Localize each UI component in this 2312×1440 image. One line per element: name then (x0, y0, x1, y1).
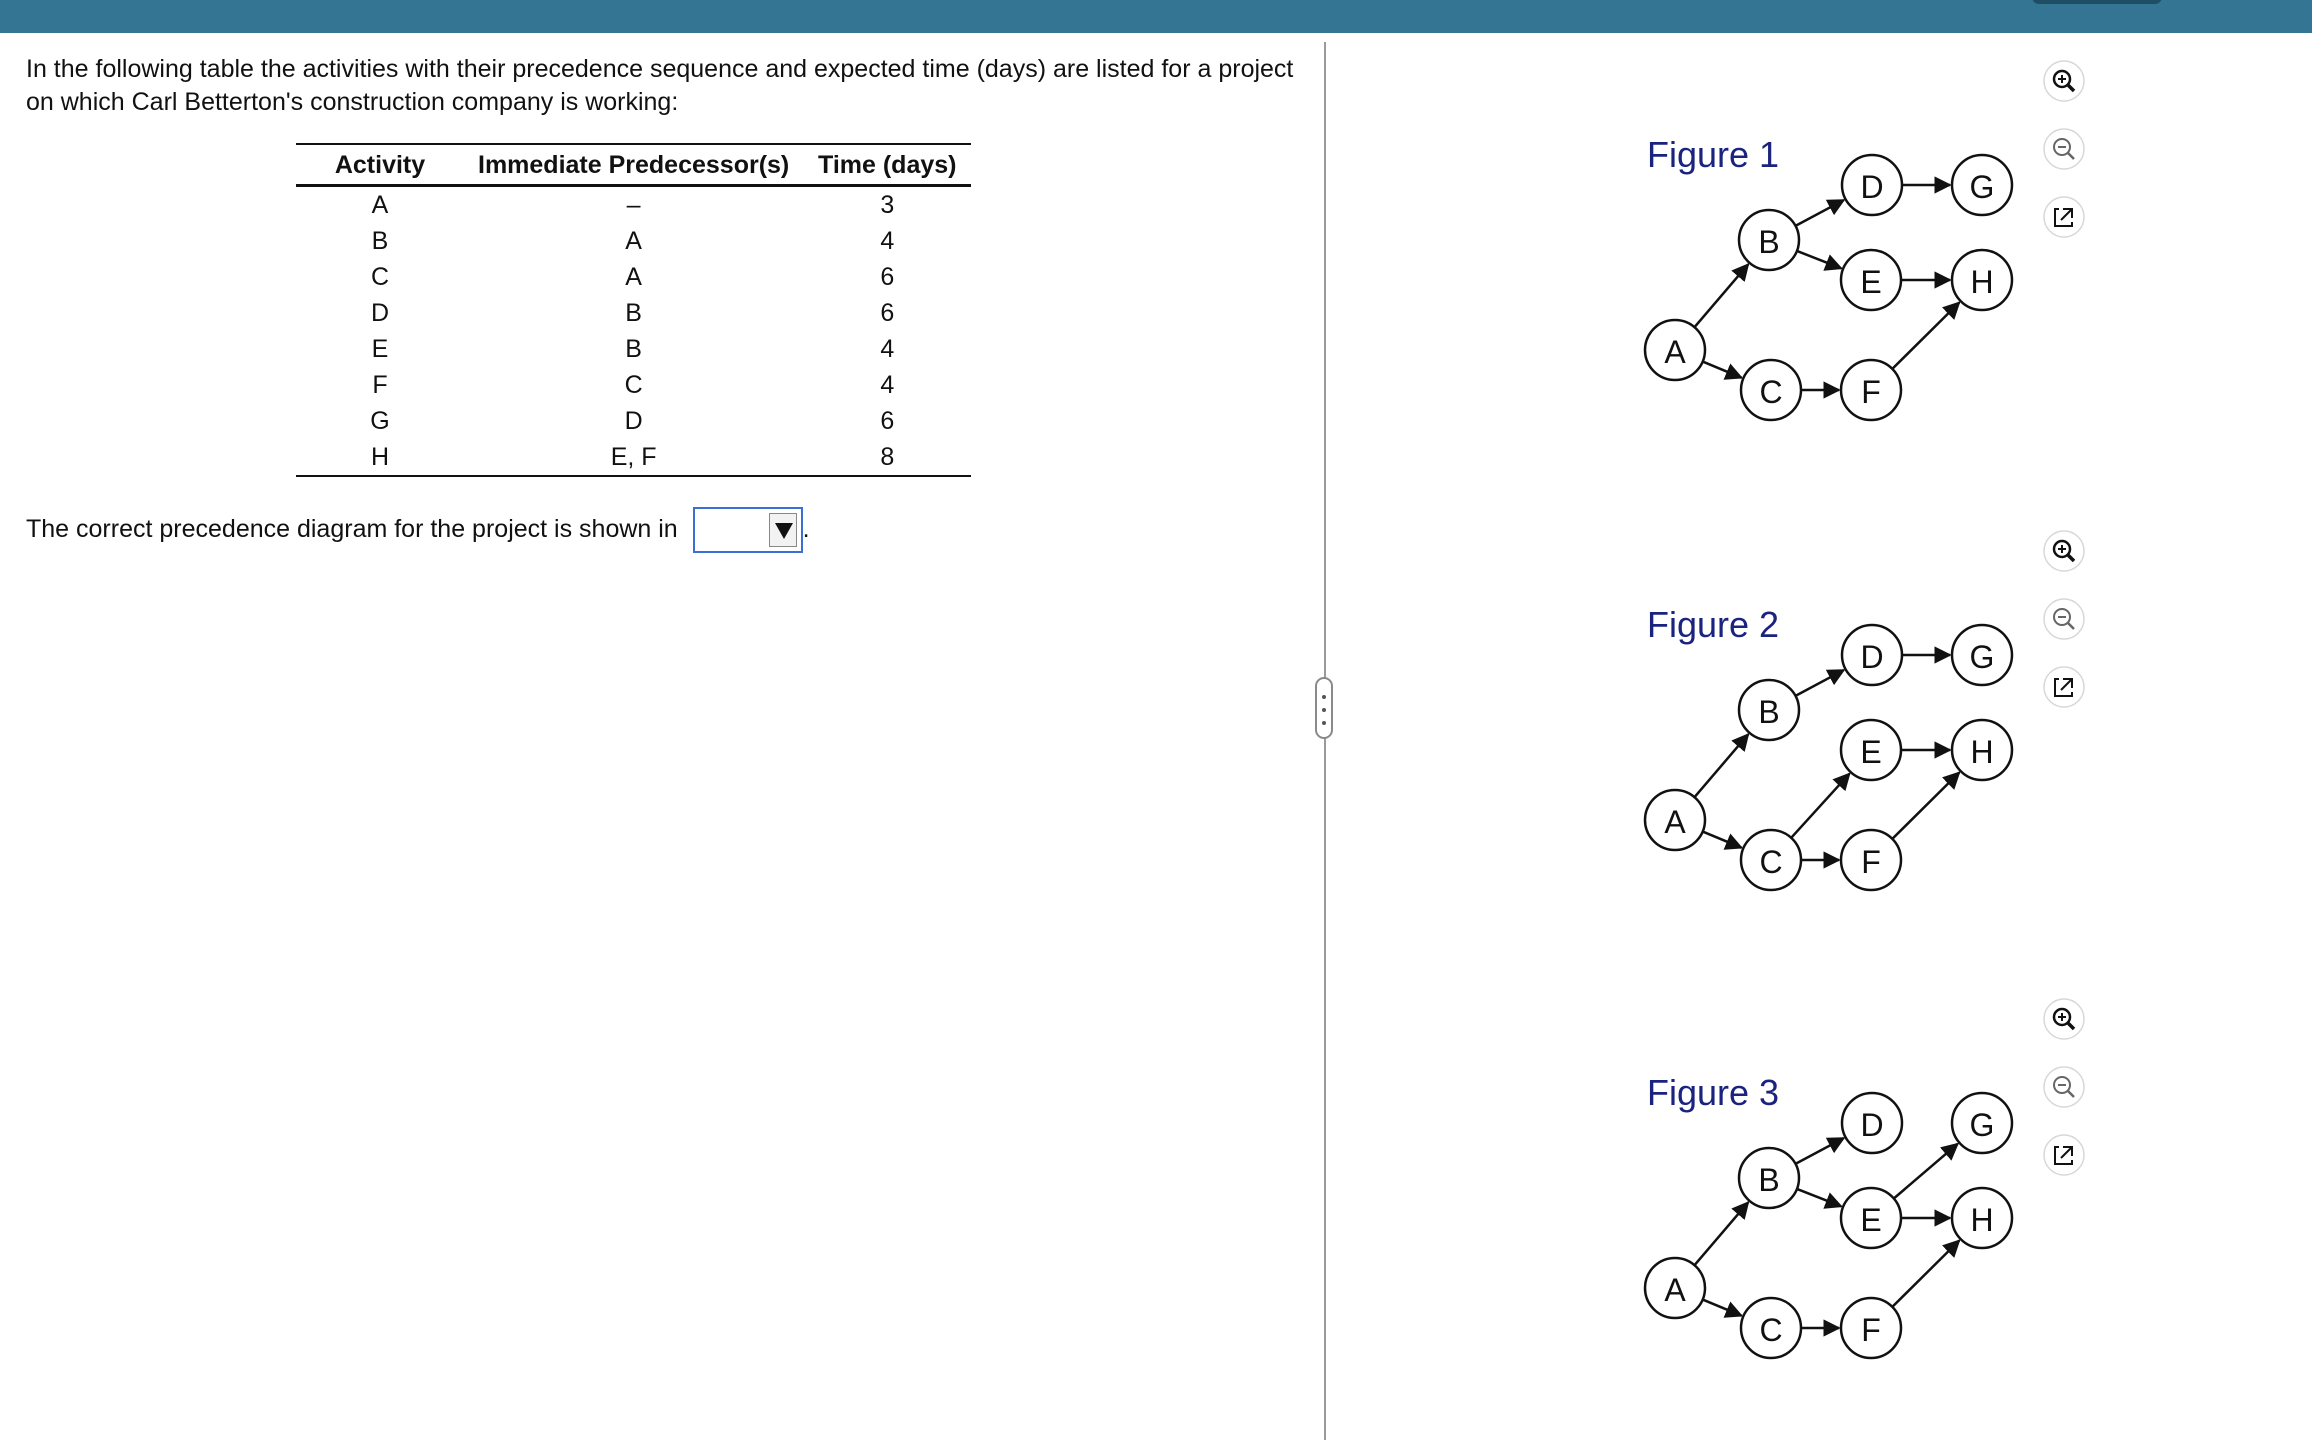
time-cell: 4 (880, 334, 895, 363)
answer-suffix: . (802, 515, 810, 543)
zoom-in-icon[interactable] (2043, 530, 2085, 572)
predecessor-cell: – (626, 190, 641, 219)
node-F (1841, 360, 1901, 420)
figure-label: Figure 1 (1647, 134, 1780, 175)
edge-A-B (1694, 734, 1748, 797)
svg-text:G: G (1969, 639, 1995, 675)
node-B (1739, 210, 1799, 270)
edge-A-B (1694, 264, 1748, 327)
top-bar-button[interactable] (2032, 0, 2162, 4)
zoom-in-icon[interactable] (2043, 998, 2085, 1040)
svg-text:D: D (1860, 169, 1884, 205)
edge-B-D (1795, 1138, 1843, 1164)
node-G (1952, 625, 2012, 685)
dropdown-arrow-icon[interactable] (769, 513, 797, 547)
figure-diagram (1630, 120, 2030, 460)
answer-line (26, 503, 810, 555)
predecessor-cell: A (625, 226, 642, 255)
node-D (1842, 155, 1902, 215)
node-A (1645, 790, 1705, 850)
node-A (1645, 1258, 1705, 1318)
svg-text:C: C (1759, 1312, 1783, 1348)
precedence-figure-3 (1630, 1058, 2030, 1398)
predecessor-cell: E, F (610, 442, 657, 471)
edge-B-E (1797, 1189, 1841, 1206)
time-cell: 6 (880, 406, 895, 435)
svg-text:E: E (1860, 734, 1882, 770)
table-row (296, 186, 971, 224)
node-C (1741, 830, 1801, 890)
svg-text:A: A (1664, 334, 1686, 370)
popout-icon[interactable] (2043, 196, 2085, 238)
question-intro: In the following table the activities with their precedence sequence and expected time (days) are listed for a project on which Carl Betterton's construction company is working: (26, 55, 1294, 116)
precedence-figure-2 (1630, 590, 2030, 930)
table-row (296, 295, 971, 331)
svg-text:E: E (1860, 1202, 1882, 1238)
svg-text:A: A (1664, 1272, 1686, 1308)
edge-A-B (1694, 1202, 1748, 1265)
svg-text:G: G (1969, 1107, 1995, 1143)
activity-cell: H (370, 442, 390, 471)
header-predecessors: Immediate Predecessor(s) (478, 151, 790, 179)
answer-dropdown[interactable] (693, 507, 803, 553)
time-cell: 6 (880, 262, 895, 291)
top-bar (0, 0, 2312, 33)
figure-diagram (1630, 1058, 2030, 1398)
edge-F-H (1892, 303, 1959, 369)
activity-cell: B (371, 226, 389, 255)
node-B (1739, 680, 1799, 740)
node-E (1841, 250, 1901, 310)
edge-E-G (1894, 1144, 1958, 1199)
zoom-out-icon[interactable] (2043, 1066, 2085, 1108)
svg-text:G: G (1969, 169, 1995, 205)
table-row (296, 367, 971, 403)
edge-B-D (1795, 670, 1843, 696)
predecessor-cell: B (625, 334, 642, 363)
popout-icon[interactable] (2043, 1134, 2085, 1176)
svg-text:F: F (1861, 1312, 1881, 1348)
svg-text:B: B (1758, 694, 1780, 730)
node-C (1741, 1298, 1801, 1358)
edge-B-D (1795, 200, 1843, 226)
svg-text:F: F (1861, 844, 1881, 880)
edge-A-C (1703, 1300, 1742, 1316)
svg-text:D: D (1860, 1107, 1884, 1143)
activity-cell: D (370, 298, 390, 327)
question-pane (0, 33, 1325, 1440)
svg-text:F: F (1861, 374, 1881, 410)
node-B (1739, 1148, 1799, 1208)
edge-C-E (1791, 774, 1849, 838)
activity-cell: C (370, 262, 390, 291)
edge-B-E (1797, 251, 1841, 268)
edge-F-H (1892, 1241, 1959, 1307)
header-activity: Activity (334, 151, 426, 179)
svg-text:C: C (1759, 844, 1783, 880)
table-header-row (296, 144, 971, 186)
node-H (1952, 1188, 2012, 1248)
node-D (1842, 1093, 1902, 1153)
node-E (1841, 720, 1901, 780)
activity-cell: A (371, 190, 389, 219)
svg-text:H: H (1970, 734, 1994, 770)
svg-text:H: H (1970, 264, 1994, 300)
time-cell: 3 (880, 190, 895, 219)
node-G (1952, 155, 2012, 215)
node-A (1645, 320, 1705, 380)
time-cell: 8 (880, 442, 895, 471)
pane-splitter-handle[interactable] (1315, 677, 1333, 739)
zoom-in-icon[interactable] (2043, 60, 2085, 102)
node-C (1741, 360, 1801, 420)
figure-label: Figure 2 (1647, 604, 1780, 645)
node-H (1952, 720, 2012, 780)
svg-text:B: B (1758, 1162, 1780, 1198)
table-row (296, 403, 971, 439)
popout-icon[interactable] (2043, 666, 2085, 708)
table-row (296, 259, 971, 295)
svg-text:D: D (1860, 639, 1884, 675)
svg-text:A: A (1664, 804, 1686, 840)
time-cell: 4 (880, 370, 895, 399)
predecessor-cell: C (624, 370, 643, 399)
figure-diagram (1630, 590, 2030, 930)
node-E (1841, 1188, 1901, 1248)
pane-divider (1324, 42, 1326, 1440)
table-row (296, 223, 971, 259)
figure-label: Figure 3 (1647, 1072, 1780, 1113)
precedence-figure-1 (1630, 120, 2030, 460)
svg-text:E: E (1860, 264, 1882, 300)
table-row (296, 439, 971, 476)
edge-F-H (1892, 773, 1959, 839)
edge-A-C (1703, 362, 1742, 378)
zoom-out-icon[interactable] (2043, 128, 2085, 170)
edge-A-C (1703, 832, 1742, 848)
activity-cell: F (372, 370, 388, 399)
node-H (1952, 250, 2012, 310)
node-F (1841, 1298, 1901, 1358)
node-D (1842, 625, 1902, 685)
svg-text:C: C (1759, 374, 1783, 410)
zoom-out-icon[interactable] (2043, 598, 2085, 640)
precedence-table (296, 143, 971, 477)
predecessor-cell: A (625, 262, 642, 291)
table-row (296, 331, 971, 367)
node-F (1841, 830, 1901, 890)
svg-text:B: B (1758, 224, 1780, 260)
predecessor-cell: D (624, 406, 643, 435)
activity-cell: G (370, 406, 390, 435)
answer-prompt: The correct precedence diagram for the project is shown in (26, 515, 678, 543)
svg-text:H: H (1970, 1202, 1994, 1238)
activity-cell: E (371, 334, 389, 363)
predecessor-cell: B (625, 298, 642, 327)
time-cell: 6 (880, 298, 895, 327)
time-cell: 4 (880, 226, 895, 255)
node-G (1952, 1093, 2012, 1153)
header-time: Time (days) (818, 151, 957, 179)
